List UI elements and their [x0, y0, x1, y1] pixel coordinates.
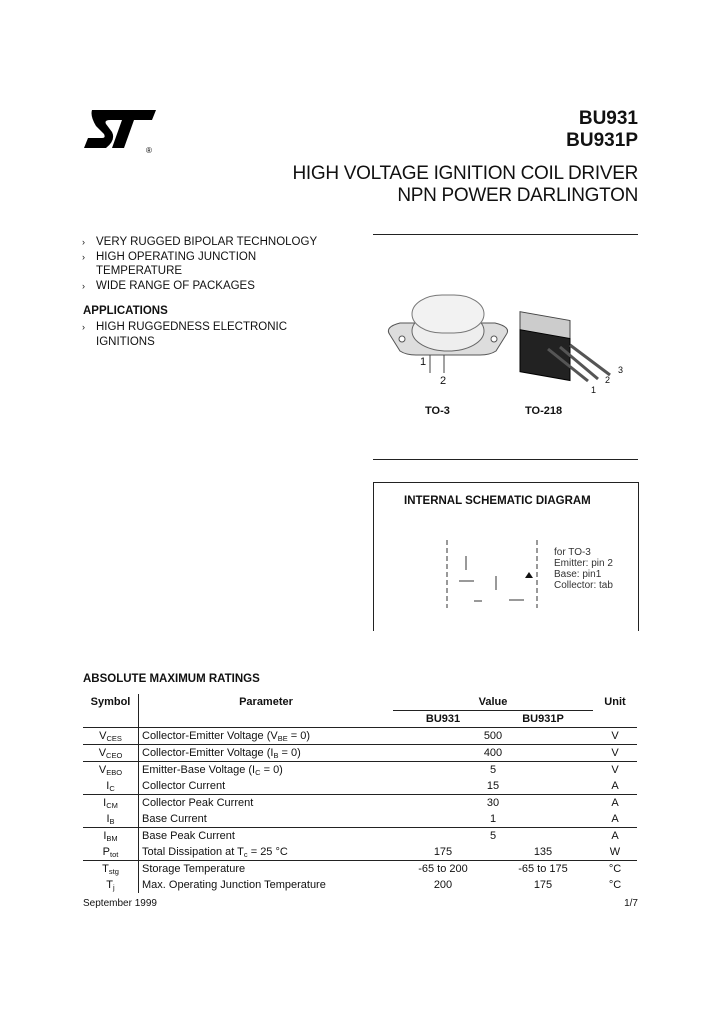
unit-cell: °C — [608, 879, 622, 891]
ratings-table — [83, 694, 637, 893]
package-label: TO-218 — [525, 405, 563, 417]
col-parameter: Parameter — [239, 696, 293, 708]
note: Collector: tab — [554, 580, 613, 591]
footer-date: September 1999 — [83, 898, 157, 909]
feature-list — [96, 235, 336, 293]
value-cell: 1 — [489, 813, 497, 825]
to3-package-icon — [388, 295, 507, 373]
unit-cell: A — [611, 780, 619, 792]
st-logo — [82, 108, 162, 156]
symbol-cell: $V_{CES}$ — [83, 728, 139, 745]
table-row — [83, 811, 637, 828]
symbol-cell: $P_{tot}$ — [83, 844, 139, 861]
note: Emitter: pin 2 — [554, 558, 613, 569]
footer-page: 1/7 — [624, 898, 638, 909]
schematic-notes — [554, 547, 613, 591]
feature-item: › VERY RUGGED BIPOLAR TECHNOLOGY — [96, 235, 336, 250]
note: Base: pin1 — [554, 569, 602, 580]
value-cell: -65 to 200 — [393, 861, 493, 878]
feature-item: › WIDE RANGE OF PACKAGES — [96, 279, 336, 294]
pin-label: 3 — [618, 365, 624, 375]
svg-text:®: ® — [146, 146, 152, 155]
package-drawings — [380, 285, 630, 395]
parameter-cell: Base Peak Current — [139, 828, 394, 845]
col-bu931: BU931 — [425, 713, 461, 725]
table-row — [83, 778, 637, 795]
unit-cell: °C — [593, 861, 637, 878]
parameter-cell: Storage Temperature — [139, 861, 394, 878]
value-cell: 200 — [433, 879, 453, 891]
pin-label: 1 — [591, 385, 597, 395]
feature-item: › HIGH OPERATING JUNCTION TEMPERATURE — [96, 250, 336, 279]
symbol-cell: $T_j$ — [83, 877, 139, 893]
parameter-cell: Base Current — [142, 813, 207, 825]
pin-label: 2 — [605, 375, 611, 385]
table-row — [83, 877, 637, 893]
unit-cell: V — [593, 745, 637, 762]
parameter-cell: Total Dissipation at $T_c = 25$ °C — [142, 846, 288, 859]
application-item: › HIGH RUGGEDNESS ELECTRONIC IGNITIONS — [96, 320, 306, 349]
divider — [373, 234, 638, 235]
value-cell: 400 — [393, 745, 593, 762]
table-row — [83, 828, 637, 845]
table-row — [83, 762, 637, 779]
divider — [373, 459, 638, 460]
applications-heading: APPLICATIONS — [83, 305, 168, 317]
pin-label: 2 — [440, 375, 447, 387]
value-cell: 135 — [533, 846, 553, 858]
schematic-title: INTERNAL SCHEMATIC DIAGRAM — [404, 495, 591, 507]
parameter-cell: Collector-Emitter Voltage $(I_B = 0)$ — [139, 745, 394, 762]
value-cell: 175 — [533, 879, 553, 891]
schematic-box — [373, 482, 639, 631]
col-unit: Unit — [604, 696, 626, 708]
value-cell: 500 — [393, 728, 593, 745]
to218-package-icon — [520, 312, 610, 381]
symbol-cell: $I_{BM}$ — [83, 828, 139, 845]
ratings-heading: ABSOLUTE MAXIMUM RATINGS — [83, 673, 260, 685]
title: HIGH VOLTAGE IGNITION COIL DRIVER — [292, 163, 638, 184]
applications-list — [96, 320, 306, 349]
value-cell: 5 — [393, 828, 593, 845]
unit-cell: A — [611, 813, 619, 825]
value-cell: 15 — [486, 780, 500, 792]
pin-label: 1 — [420, 356, 427, 368]
unit-cell: V — [593, 728, 637, 745]
parameter-cell: Emitter-Base Voltage $(I_C = 0)$ — [139, 762, 394, 779]
parameter-cell: Collector Current — [142, 780, 226, 792]
symbol-cell: $I_C$ — [83, 778, 139, 795]
part-number: BU931P — [566, 130, 638, 151]
note: for TO-3 — [554, 547, 591, 558]
table-row — [83, 861, 637, 878]
subtitle: NPN POWER DARLINGTON — [397, 185, 638, 206]
col-symbol: Symbol — [83, 694, 139, 728]
symbol-cell: $I_{CM}$ — [83, 795, 139, 812]
col-value: Value — [393, 694, 593, 711]
value-cell: 30 — [393, 795, 593, 812]
table-row — [83, 844, 637, 861]
darlington-schematic-icon — [434, 528, 544, 623]
symbol-cell: $I_B$ — [83, 811, 139, 828]
unit-cell: V — [593, 762, 637, 779]
package-label: TO-3 — [425, 405, 450, 417]
symbol-cell: $V_{CEO}$ — [83, 745, 139, 762]
symbol-cell: $V_{EBO}$ — [83, 762, 139, 779]
value-cell: -65 to 175 — [493, 861, 593, 878]
col-bu931p: BU931P — [522, 713, 564, 725]
unit-cell: A — [593, 795, 637, 812]
unit-cell: A — [593, 828, 637, 845]
parameter-cell: Collector-Emitter Voltage $(V_{BE} = 0)$ — [139, 728, 394, 745]
table-row — [83, 728, 637, 745]
table-header-row — [83, 694, 637, 711]
parameter-cell: Max. Operating Junction Temperature — [142, 879, 326, 891]
parameter-cell: Collector Peak Current — [139, 795, 394, 812]
part-number: BU931 — [578, 108, 638, 129]
value-cell: 5 — [393, 762, 593, 779]
table-row — [83, 745, 637, 762]
value-cell: 175 — [433, 846, 453, 858]
table-row — [83, 795, 637, 812]
symbol-cell: $T_{stg}$ — [83, 861, 139, 878]
unit-cell: W — [609, 846, 621, 858]
